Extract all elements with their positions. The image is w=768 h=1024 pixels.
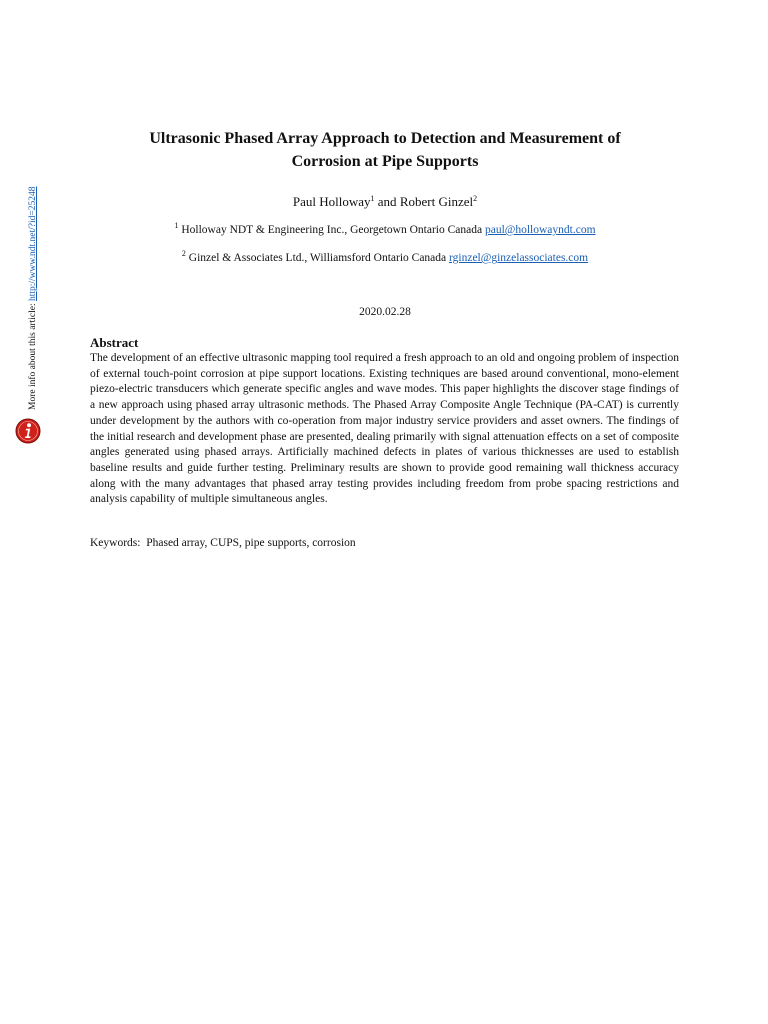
affiliation-mark: 1 <box>174 221 179 230</box>
author-list <box>90 193 680 211</box>
abstract-heading: Abstract <box>90 335 139 350</box>
side-banner <box>28 187 39 410</box>
affiliation-text: Holloway NDT & Engineering Inc., Georgetown Ontario Canada <box>181 224 485 236</box>
email-link[interactable]: rginzel@ginzelassociates.com <box>449 252 589 264</box>
keywords: Keywords: Phased array, CUPS, pipe supports, corrosion <box>90 537 356 549</box>
affiliation-mark: 2 <box>181 249 186 258</box>
author-name: Paul Holloway <box>292 194 371 209</box>
info-icon[interactable] <box>15 418 41 444</box>
abstract-text: The development of an effective ultrasonic mapping tool required a fresh approach to an old and ongoing problem of inspection of external touch-point corrosion at pipe support locations. Existing techniques are based around conventional, mono-element piezo-electric transducers which generate specific angles and wave modes. This paper highlights the discover stage findings of a new approach using phased array ultrasonic methods. The Phased Array Composite Angle Technique (PA-CAT) is currently under development by the authors with co-operation from major industry service providers and asset owners. The findings of the initial research and development phase are presented, dealing primarily with signal attenuation effects on a set of composite angles generated using phased arrays. Artificially machined defects in plates of various thicknesses are used to establish baseline results and guide further testing. Preliminary results are shown to provide good remaining wall thickness accuracy along with the many advantages that phased array testing provides including freedom from probe spacing restrictions and analysis capability of multiple simultaneous angles. <box>90 352 679 506</box>
publication-date: 2020.02.28 <box>359 306 411 318</box>
paper-title-line-2: Corrosion at Pipe Supports <box>291 153 479 170</box>
affiliation-text: Ginzel & Associates Ltd., Williamsford Ontario Canada <box>188 252 450 264</box>
author-affiliation-mark: 1 <box>370 194 375 203</box>
side-banner-link[interactable]: http://www.ndt.net/?id=25248 <box>28 186 38 302</box>
author-affiliation-mark: 2 <box>473 194 478 203</box>
affiliation <box>90 223 680 238</box>
side-banner-text: More info about this article: <box>28 301 38 410</box>
paper-title-line-1: Ultrasonic Phased Array Approach to Detection and Measurement of <box>149 130 621 147</box>
authors-joiner: and <box>374 194 400 209</box>
author-name: Robert Ginzel <box>399 194 474 209</box>
affiliation <box>90 251 680 266</box>
paper-title <box>90 127 680 173</box>
email-link[interactable]: paul@hollowayndt.com <box>484 224 596 236</box>
